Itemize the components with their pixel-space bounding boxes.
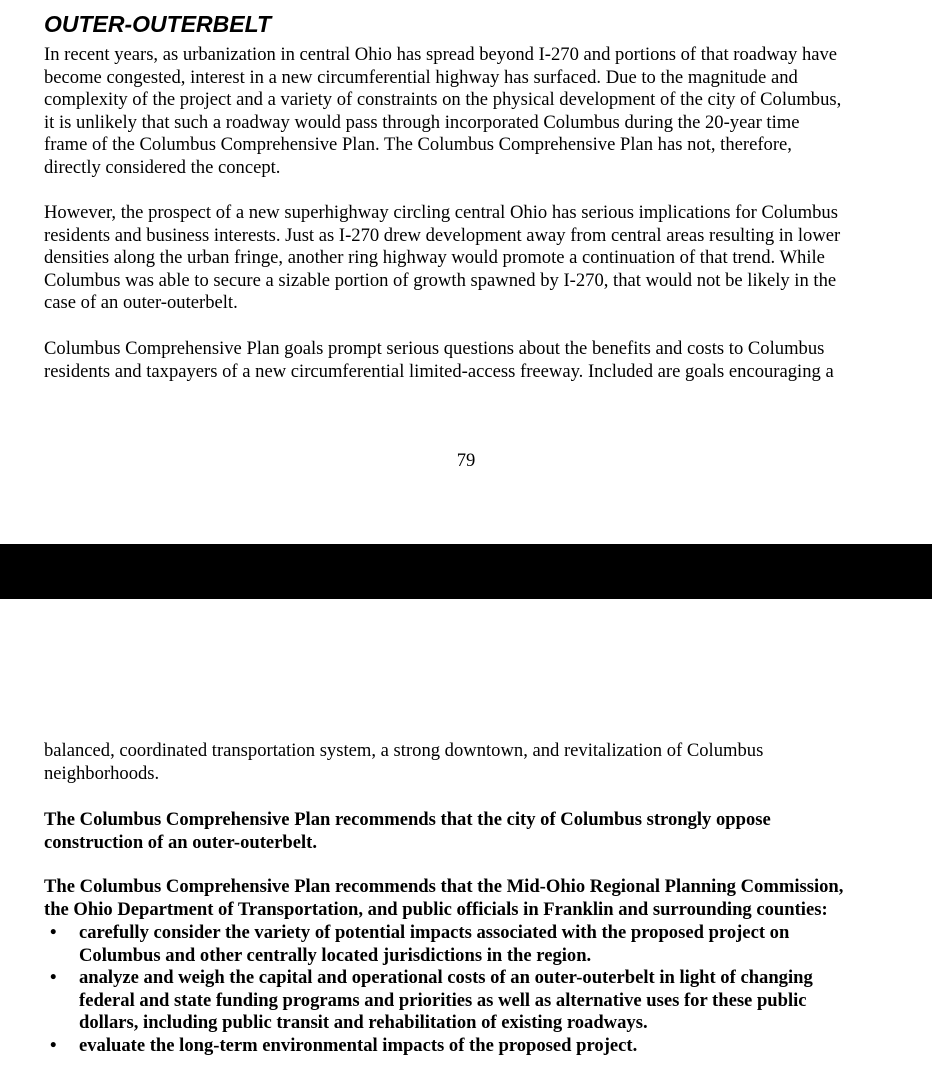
text-line: case of an outer-outerbelt. (44, 292, 238, 314)
list-item (44, 922, 904, 967)
text-line: construction of an outer-outerbelt. (44, 831, 318, 853)
text-line: neighborhoods. (44, 762, 160, 784)
text-line: dollars, including public transit and rehabilitation of existing roadways. (79, 1012, 648, 1034)
text-line: federal and state funding programs and priorities as well as alternative uses for these public (79, 989, 807, 1011)
text-line: The Columbus Comprehensive Plan recommends that the Mid-Ohio Regional Planning Commission, (44, 876, 844, 897)
paragraph-implications (44, 202, 904, 315)
list-item (44, 967, 904, 1035)
paragraph-goals-continued (44, 740, 904, 785)
bullet-icon: • (50, 922, 57, 943)
bullet-icon: • (50, 1034, 57, 1056)
text-line: However, the prospect of a new superhighway circling central Ohio has serious implications for Columbus (44, 202, 838, 223)
text-line: it is unlikely that such a roadway would pass through incorporated Columbus during the 20-year time (44, 111, 800, 133)
recommendation-oppose (44, 809, 904, 854)
text-line: densities along the urban fringe, another ring highway would promote a continuation of that trend. While (44, 247, 825, 269)
recommendation-agencies (44, 876, 904, 921)
paragraph-goals (44, 338, 904, 383)
text-line: Columbus and other centrally located jurisdictions in the region. (79, 944, 592, 966)
recommendation-bullet-list (44, 922, 904, 1058)
text-line: complexity of the project and a variety of constraints on the physical development of the city of Columbus, (44, 89, 842, 111)
bullet-icon: • (50, 967, 57, 989)
list-item (44, 1035, 904, 1058)
text-line: become congested, interest in a new circumferential highway has surfaced. Due to the magnitude and (44, 66, 798, 88)
text-line: directly considered the concept. (44, 156, 281, 178)
text-line: analyze and weigh the capital and operational costs of an outer-outerbelt in light of changing (79, 967, 813, 989)
text-line: residents and business interests. Just as I-270 drew development away from central areas resulting in lower (44, 224, 841, 246)
text-line: carefully consider the variety of potential impacts associated with the proposed project on (79, 922, 790, 943)
text-line: Columbus was able to secure a sizable portion of growth spawned by I-270, that would not be likely in the (44, 269, 837, 291)
section-heading: OUTER-OUTERBELT (44, 11, 272, 37)
text-line: the Ohio Department of Transportation, and public officials in Franklin and surrounding counties: (44, 898, 828, 920)
page-number: 79 (456, 450, 476, 471)
text-line: In recent years, as urbanization in central Ohio has spread beyond I-270 and portions of that roadway have (44, 44, 838, 65)
page-break-divider (0, 544, 932, 599)
text-line: The Columbus Comprehensive Plan recommends that the city of Columbus strongly oppose (44, 809, 771, 830)
text-line: evaluate the long-term environmental impacts of the proposed project. (79, 1034, 638, 1056)
text-line: balanced, coordinated transportation system, a strong downtown, and revitalization of Columbus (44, 740, 764, 761)
text-line: frame of the Columbus Comprehensive Plan. The Columbus Comprehensive Plan has not, therefore, (44, 134, 792, 156)
paragraph-intro (44, 44, 904, 180)
text-line: Columbus Comprehensive Plan goals prompt serious questions about the benefits and costs to Columbus (44, 338, 825, 359)
text-line: residents and taxpayers of a new circumferential limited-access freeway. Included are goals encouraging a (44, 360, 834, 382)
